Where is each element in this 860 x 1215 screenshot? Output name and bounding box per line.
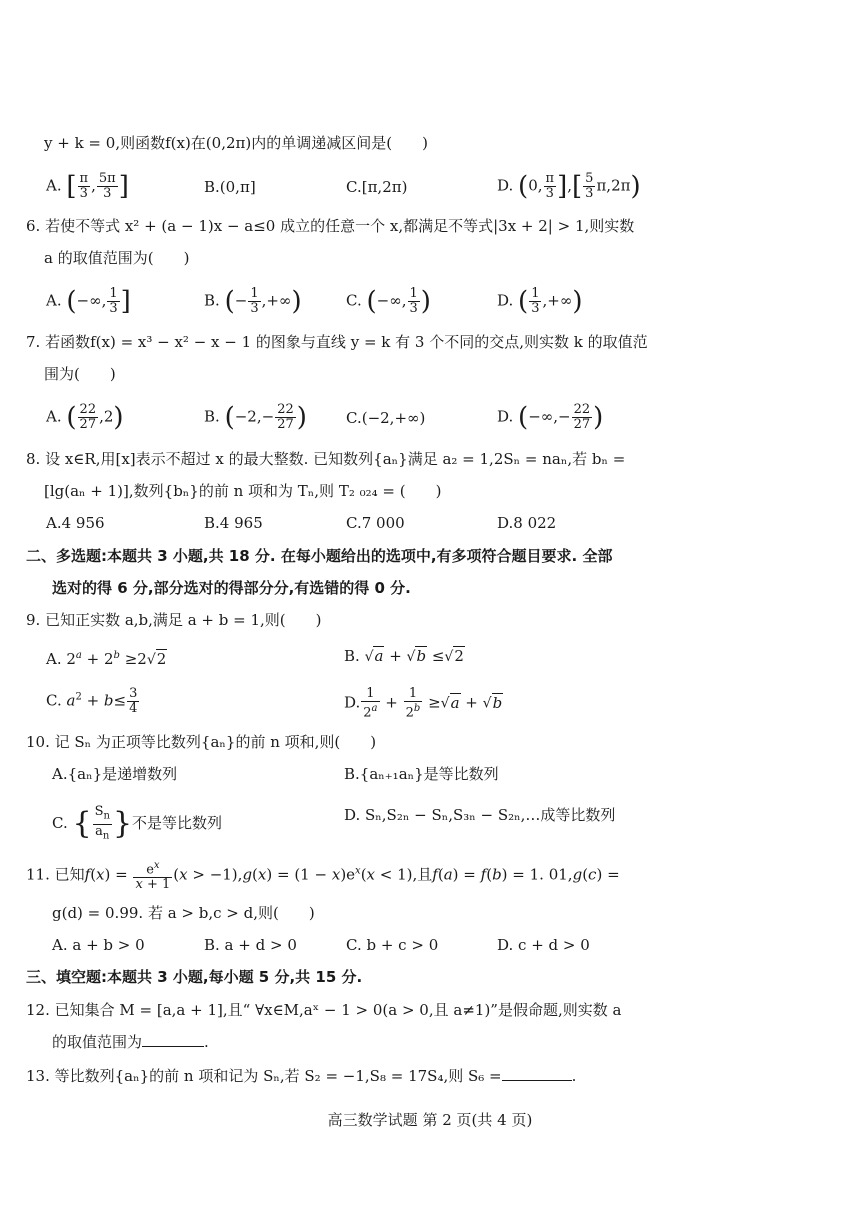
q6-option-b: B. (− $\frac{1}{3}$ ,+∞) [204,286,302,317]
q13-stem: 13. 等比数列{aₙ}的前 n 项和记为 Sₙ,若 S₂ = −1,S₈ = 17S₄,则 S₆ = . [26,1067,577,1085]
q8-option-a: A.4 956 [46,514,105,532]
q12-stem-line1: 12. 已知集合 M = [a,a + 1],且“ ∀x∈M,aˣ − 1 > 0(a > 0,且 a≠1)”是假命题,则实数 a [26,1001,622,1019]
q9-stem: 9. 已知正实数 a,b,满足 a + b = 1,则( ) [26,611,322,629]
q12-answer-blank[interactable] [142,1032,204,1047]
q9-option-d: D. $\frac{1}{2^a}$ + $\frac{1}{2^b}$ ≥√a + √b [344,686,503,721]
q7-stem-line1: 7. 若函数f(x) = x³ − x² − x − 1 的图象与直线 y = k 有 3 个不同的交点,则实数 k 的取值范 [26,333,648,351]
q10-stem: 10. 记 Sₙ 为正项等比数列{aₙ}的前 n 项和,则( ) [26,733,377,751]
q5-option-b: B.(0,π] [204,178,256,196]
q5-option-d: D. (0, $\frac{\pi}{3}$ ],[ $\frac{5}{3}$ π,2π) [497,171,641,202]
q5-option-a: A. [ $\frac{\pi}{3}$ , $\frac{5\pi}{3}$ ] [46,171,129,202]
q11-stem-line2: g(d) = 0.99. 若 a > b,c > d,则( ) [52,904,315,922]
q7-stem-line2: 围为( ) [44,365,116,383]
q5-option-c: C.[π,2π) [346,178,408,196]
section-2-heading-line2: 选对的得 6 分,部分选对的得部分分,有选错的得 0 分. [52,579,411,597]
q8-option-c: C.7 000 [346,514,405,532]
q11-stem-line1: 11. 已知f(x) = $\frac{e^x}{x + 1}$ $(x > -1),g(x) = (1 - x)e^x(x < 1)$,且f(a) = f(b) = 1. 01,g(c) = [26,860,620,893]
q5-continuation: y + k = 0,则函数f(x)在(0,2π)内的单调递减区间是( ) [44,134,428,152]
q8-stem-line1: 8. 设 x∈R,用[x]表示不超过 x 的最大整数. 已知数列{aₙ}满足 a₂ = 1,2Sₙ = naₙ,若 bₙ = [26,450,626,468]
q6-option-d: D. ( $\frac{1}{3}$ ,+∞) [497,286,583,317]
q11-option-a: A. a + b > 0 [52,936,145,954]
q9-option-a: A. $2^a + 2^b \ge 2√2$ [46,650,167,668]
q8-stem-line2: [lg(aₙ + 1)],数列{bₙ}的前 n 项和为 Tₙ,则 T₂ ₀₂₄ = ( ) [44,482,442,500]
q11-option-b: B. a + d > 0 [204,936,297,954]
q6-stem-line1: 6. 若使不等式 x² + (a − 1)x − a≤0 成立的任意一个 x,都满足不等式|3x + 2| > 1,则实数 [26,217,635,235]
q10-option-a: A.{aₙ}是递增数列 [52,765,178,783]
q7-option-a: A. ( $\frac{22}{27}$ ,2) [46,402,124,433]
q6-option-a: A. (−∞, $\frac{1}{3}$ ] [46,286,131,317]
q9-option-b: B. √a + √b ≤√2 [344,647,464,665]
page-footer: 高三数学试题 第 2 页(共 4 页) [327,1111,533,1129]
q10-option-c: C. { $\frac{S_n}{a_n}$ }不是等比数列 [52,804,223,842]
section-2-heading-line1: 二、多选题:本题共 3 小题,共 18 分. 在每小题给出的选项中,有多项符合题目要求. 全部 [26,547,613,565]
q8-option-b: B.4 965 [204,514,263,532]
q13-answer-blank[interactable] [502,1066,572,1081]
q7-option-c: C.(−2,+∞) [346,409,426,427]
section-3-heading: 三、填空题:本题共 3 小题,每小题 5 分,共 15 分. [26,968,363,986]
q12-stem-line2: 的取值范围为 . [52,1033,209,1051]
q10-option-d: D. Sₙ,S₂ₙ − Sₙ,S₃ₙ − S₂ₙ,…成等比数列 [344,806,616,824]
q7-option-d: D. (−∞,− $\frac{22}{27}$ ) [497,402,604,433]
q6-stem-line2: a 的取值范围为( ) [44,249,190,267]
q9-option-c: C. $a^2 + b\le$ $\frac{3}{4}$ [46,686,138,716]
q6-option-c: C. (−∞, $\frac{1}{3}$ ) [346,286,431,317]
q7-option-b: B. (−2,− $\frac{22}{27}$ ) [204,402,307,433]
q10-option-b: B.{aₙ₊₁aₙ}是等比数列 [344,765,499,783]
q8-option-d: D.8 022 [497,514,557,532]
q11-option-c: C. b + c > 0 [346,936,439,954]
q11-option-d: D. c + d > 0 [497,936,590,954]
